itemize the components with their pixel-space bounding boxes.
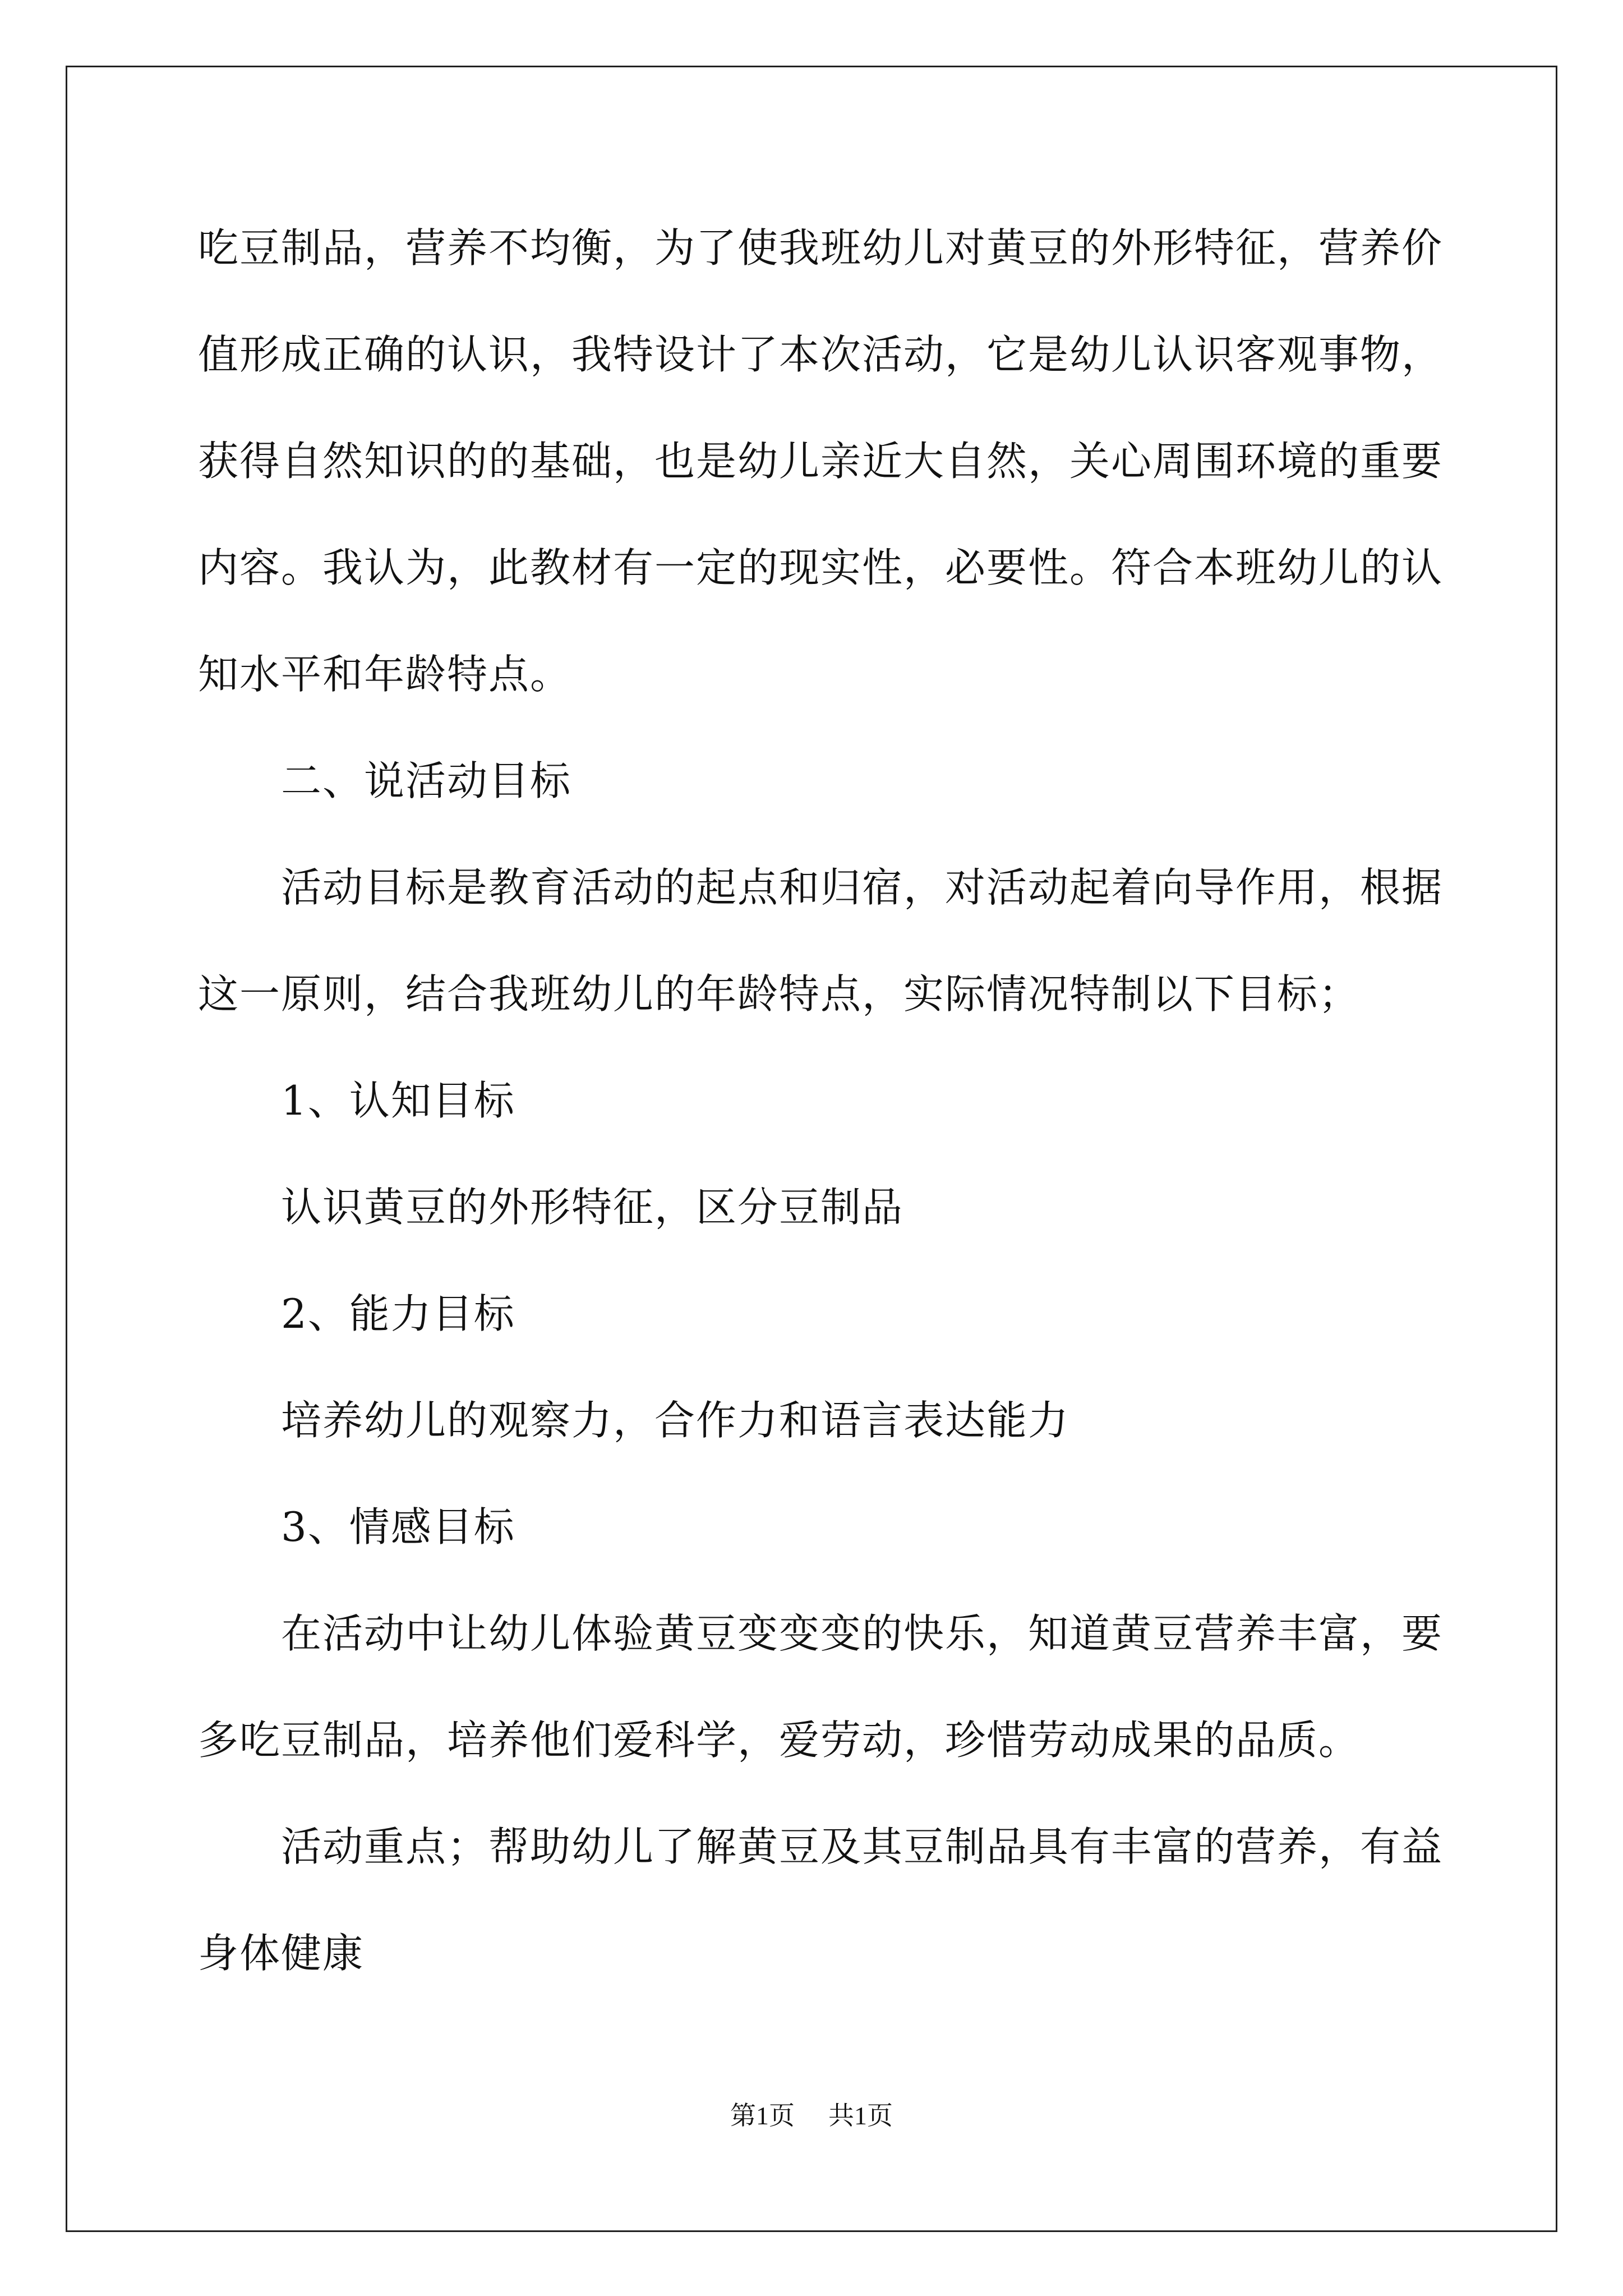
paragraph-line: 值形成正确的认识，我特设计了本次活动，它是幼儿认识客观事物， (198, 331, 1444, 378)
page-footer (0, 2099, 1623, 2133)
paragraph-line: 这一原则，结合我班幼儿的年龄特点，实际情况特制以下目标； (198, 970, 1361, 1018)
paragraph-line: 知水平和年龄特点。 (198, 651, 572, 698)
subsection-heading: 2、能力目标 (281, 1290, 515, 1337)
paragraph-line: 吃豆制品，营养不均衡，为了使我班幼儿对黄豆的外形特征，营养价 (198, 224, 1444, 272)
paragraph-line: 多吃豆制品，培养他们爱科学，爱劳动，珍惜劳动成果的品质。 (198, 1717, 1361, 1764)
paragraph-line: 获得自然知识的的基础，也是幼儿亲近大自然，关心周围环境的重要 (198, 438, 1444, 485)
paragraph-line: 培养幼儿的观察力，合作力和语言表达能力 (281, 1397, 1070, 1444)
page-border (66, 66, 1557, 2232)
paragraph-line: 活动目标是教育活动的起点和归宿，对活动起着向导作用，根据 (281, 864, 1444, 911)
paragraph-line: 身体健康 (198, 1930, 365, 1977)
subsection-heading: 3、情感目标 (281, 1503, 515, 1550)
paragraph-line: 在活动中让幼儿体验黄豆变变变的快乐，知道黄豆营养丰富，要 (281, 1610, 1444, 1657)
page-total: 共1页 (828, 2101, 893, 2130)
subsection-heading: 1、认知目标 (281, 1077, 515, 1124)
paragraph-line: 内容。我认为，此教材有一定的现实性，必要性。符合本班幼儿的认 (198, 544, 1444, 591)
section-heading: 二、说活动目标 (281, 757, 572, 804)
page-number: 第1页 (730, 2101, 795, 2130)
paragraph-line: 活动重点；帮助幼儿了解黄豆及其豆制品具有丰富的营养，有益 (281, 1823, 1444, 1870)
paragraph-line: 认识黄豆的外形特征，区分豆制品 (281, 1184, 904, 1231)
